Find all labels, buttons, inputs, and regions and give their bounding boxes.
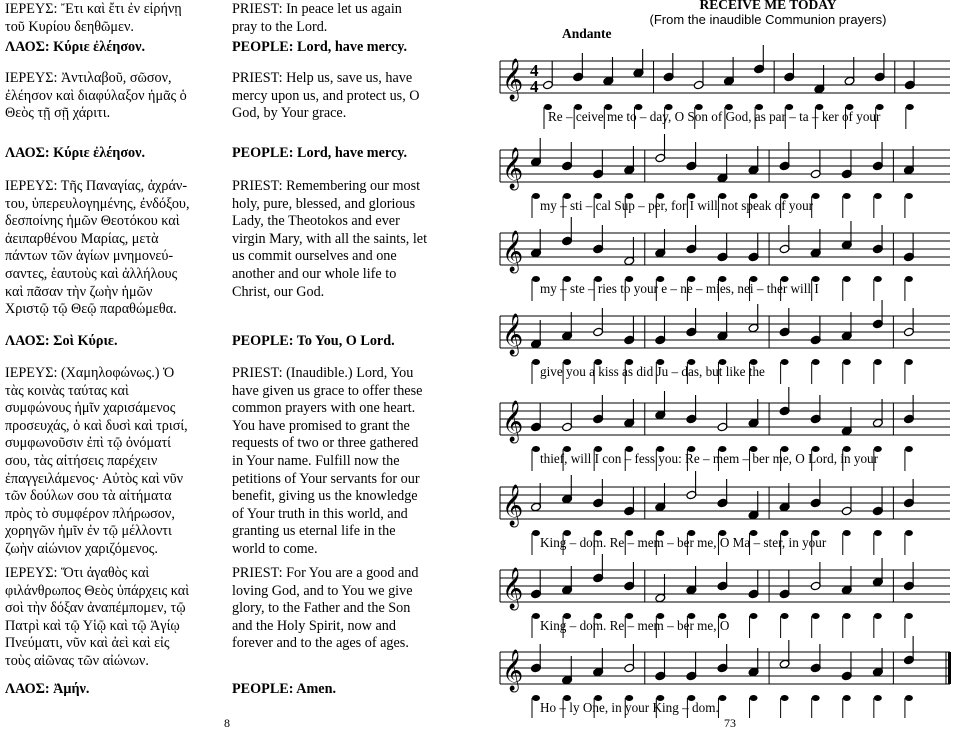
page-number-left: 8 <box>224 716 230 730</box>
greek-litany-g7: ΙΕΡΕΥΣ: (Χαμηλοφώνως.) Ὁ τὰς κοινὰς ταύτας καὶ συμφώνους ἡμῖν χαρισάμενος προσευχάς, ὁ καὶ δυσὶ καὶ τρισί, συμφωνοῦσιν ἐπὶ τῷ ὀνόματί σου, τὰς αἰτήσεις παρέχειν ἐπαγγειλάμενος· Αὐτὸς καὶ νῦν τῶν δούλων σου τὰ αἰτήματα πρὸς τὸ συμφέρον πλήρωσον, χορηγῶν ἡμῖν ἐν τῷ μέλλοντι ζωὴν αἰώνιον χαριζόμενος. <box>5 365 188 557</box>
chord-note <box>905 276 913 282</box>
lyric-line: King – dom. Re – mem – ber me, O <box>540 618 730 633</box>
lyric-line: Ho – ly One, in your King – dom. <box>540 700 719 715</box>
treble-clef-icon: 𝄞 <box>502 59 524 100</box>
greek-response-g2: ΛΑΟΣ: Κύριε ἐλέησον. <box>5 39 146 55</box>
music-notation <box>492 0 958 718</box>
english-litany-e3: PRIEST: Help us, save us, have mercy upon us, and protect us, O God, by Your grace. <box>232 70 420 122</box>
chord-note <box>843 695 851 701</box>
chord-note <box>874 276 882 282</box>
greek-response-g6: ΛΑΟΣ: Σοὶ Κύριε. <box>5 333 118 349</box>
page-number-right: 73 <box>724 716 736 730</box>
treble-clef-icon: 𝄞 <box>502 401 524 442</box>
treble-clef-icon: 𝄞 <box>502 650 524 691</box>
greek-litany-g8: ΙΕΡΕΥΣ: Ὅτι ἀγαθὸς καὶ φιλάνθρωπος Θεὸς ὑπάρχεις καὶ σοὶ τὴν δόξαν ἀναπέμπομεν, τῷ Πατρὶ καὶ τῷ Υἱῷ καὶ τῷ Ἁγίῳ Πνεύματι, νῦν καὶ ἀεὶ καὶ εἰς τοὺς αἰῶνας τῶν αἰώνων. <box>5 565 190 669</box>
chord-note <box>532 695 540 701</box>
chord-note <box>812 613 820 619</box>
treble-clef-icon: 𝄞 <box>502 568 524 609</box>
lyric-line: King – dom. Re – mem – ber me, O Ma – ster, in your <box>540 535 827 550</box>
chord-note <box>812 695 820 701</box>
chord-note <box>905 695 913 701</box>
chord-note <box>874 530 882 536</box>
chord-note <box>532 276 540 282</box>
chord-note <box>874 695 882 701</box>
english-response-e6: PEOPLE: To You, O Lord. <box>232 333 395 349</box>
chord-note <box>781 359 789 365</box>
greek-litany-g1: ΙΕΡΕΥΣ: Ἔτι καὶ ἔτι ἐν εἰρήνῃ τοῦ Κυρίου δεηθῶμεν. <box>5 1 182 35</box>
english-litany-e5: PRIEST: Remembering our most holy, pure, blessed, and glorious Lady, the Theotokos and ever virgin Mary, with all the saints, let us commit ourselves and one another and our whole life to Christ, our God. <box>232 178 428 300</box>
chord-note <box>905 359 913 365</box>
lyric-line: my – ste – ries to your e – ne – mies, nei – ther will I <box>540 281 819 296</box>
lyric-line: thief, will I con – fess you: Re – mem – ber me, O Lord, in your <box>540 451 879 466</box>
treble-clef-icon: 𝄞 <box>502 485 524 526</box>
hymn-title: RECEIVE ME TODAY <box>699 0 837 12</box>
chord-note <box>874 359 882 365</box>
lyric-line: give you a kiss as did Ju – das, but like the <box>540 364 765 379</box>
greek-litany-g3: ΙΕΡΕΥΣ: Ἀντιλαβοῦ, σῶσον, ἐλέησον καὶ διαφύλαξον ἡμᾶς ὁ Θεὸς τῇ σῇ χάριτι. <box>5 70 187 122</box>
chord-note <box>874 613 882 619</box>
hymn-subtitle: (From the inaudible Communion prayers) <box>649 12 887 27</box>
english-litany-e1: PRIEST: In peace let us again pray to the Lord. <box>232 1 402 35</box>
english-litany-e7: PRIEST: (Inaudible.) Lord, You have given us grace to offer these common prayers with one heart. You have promised to grant the requests of two or three gathered in Your name. Fulfill now the petitions of Your servants for our benefit, giving us the knowledge of Your truth in this world, and granting us eternal life in the world to come. <box>232 365 423 557</box>
chord-note <box>781 695 789 701</box>
chord-note <box>532 530 540 536</box>
english-response-e2: PEOPLE: Lord, have mercy. <box>232 39 408 55</box>
treble-clef-icon: 𝄞 <box>502 314 524 355</box>
chord-note <box>532 193 540 199</box>
chord-note <box>532 446 540 452</box>
chord-note <box>750 613 758 619</box>
chord-note <box>532 359 540 365</box>
greek-response-g9: ΛΑΟΣ: Ἀμήν. <box>5 681 90 697</box>
chord-note <box>905 530 913 536</box>
english-litany-e8: PRIEST: For You are a good and loving God, and to You we give glory, to the Father and the Son and the Holy Spirit, now and forever and to the ages of ages. <box>232 565 419 652</box>
chord-note <box>906 104 914 110</box>
chord-note <box>905 446 913 452</box>
chord-note <box>750 695 758 701</box>
chord-note <box>874 193 882 199</box>
chord-note <box>812 359 820 365</box>
chord-note <box>905 193 913 199</box>
english-response-e4: PEOPLE: Lord, have mercy. <box>232 145 408 161</box>
english-response-e9: PEOPLE: Amen. <box>232 681 337 697</box>
chord-note <box>905 613 913 619</box>
chord-note <box>843 193 851 199</box>
chord-note <box>843 276 851 282</box>
time-signature-bottom: 4 <box>530 77 539 96</box>
lyric-line: Re – ceive me to – day, O Son of God, as par – ta – ker of your <box>548 109 881 124</box>
chord-note <box>843 359 851 365</box>
chord-note <box>532 613 540 619</box>
time-signature-top: 4 <box>530 61 539 80</box>
greek-litany-g5: ΙΕΡΕΥΣ: Τῆς Παναγίας, ἀχράν- του, ὑπερευλογημένης, ἐνδόξου, δεσποίνης ἡμῶν Θεοτόκου καὶ ἀειπαρθένου Μαρίας, μετὰ πάντων τῶν ἁγίων μνημονεύ- σαντες, ἑαυτοὺς καὶ ἀλλήλους καὶ πᾶσαν τὴν ζωὴν ἡμῶν Χριστῷ τῷ Θεῷ παραθώμεθα. <box>5 178 190 318</box>
lyric-line: my – sti – cal Sup – per, for I will not speak of your <box>540 198 814 213</box>
chord-note <box>781 613 789 619</box>
chord-note <box>718 695 726 701</box>
chord-note <box>843 530 851 536</box>
chord-note <box>843 613 851 619</box>
treble-clef-icon: 𝄞 <box>502 148 524 189</box>
greek-response-g4: ΛΑΟΣ: Κύριε ἐλέησον. <box>5 145 146 161</box>
tempo-marking: Andante <box>562 26 612 41</box>
treble-clef-icon: 𝄞 <box>502 231 524 272</box>
